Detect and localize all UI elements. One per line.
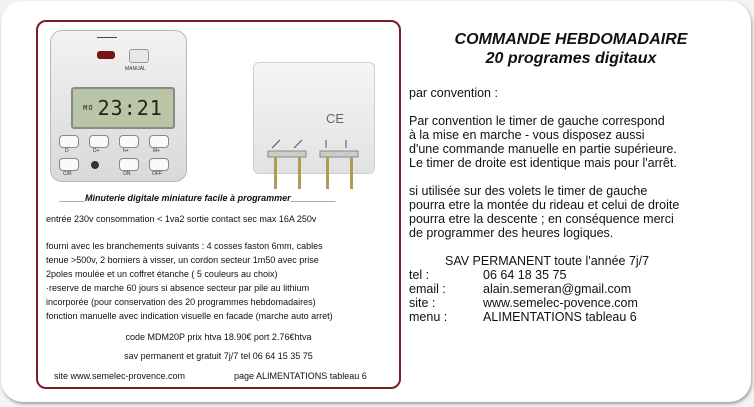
device-button [149,158,169,171]
heading-line-1: COMMANDE HEBDOMADAIRE [454,31,688,48]
manual-label: MANUAL [125,66,146,72]
caption-line: fourni avec les branchements suivants : 4 cosses faston 6mm, cables [46,241,323,251]
caption-title: _____Minuterie digitale miniature facile à programmer_________ [60,193,336,203]
description-panel [409,30,721,324]
product-code: code MDM20P prix htva 18.90€ port 2.76€htva [125,332,312,342]
device-button [149,135,169,148]
paragraph-line: Par convention le timer de gauche correspond [409,114,665,128]
caption-site: site www.semelec-provence.com [54,371,186,381]
caption-line: ·reserve de marche 60 jours si absence secteur par pile au lithium [46,283,310,293]
manual-button [129,49,149,63]
status-led [97,51,115,59]
product-caption [38,192,399,387]
device-button-label: C/R [63,171,72,177]
reset-knob-icon [91,161,99,169]
contact-row [409,282,721,296]
heading-line-2: 20 programes digitaux [485,50,657,67]
device-button [59,158,79,171]
paragraph-line: d'une commande manuelle en partie supérieure. [409,142,677,156]
contact-key: site : [409,296,436,310]
lcd-display [71,87,175,129]
paragraph-line: pourra etre la montée du rideau et celui de droite [409,198,680,212]
device-button [89,135,109,148]
device-button-label: OFF [152,171,162,177]
device-button [59,135,79,148]
device-button [119,158,139,171]
faston-terminal [326,157,329,189]
caption-line: fonction manuelle avec indication visuelle en facade (marche auto arret) [46,311,333,321]
faston-terminal [274,157,277,189]
lcd-small-text: MO [83,104,94,112]
timer-left-device [50,30,187,182]
caption-line: entrée 230v consommation < 1va2 sortie contact sec max 16A 250v [46,214,317,224]
caption-line: incorporée (pour conservation des 20 programmes hebdomadaires) [46,297,316,307]
device-button-label: D [65,148,69,154]
device-button-label: M+ [153,148,161,154]
paragraph-line: à la mise en marche - vous disposez aussi [409,128,645,142]
description-text [409,86,721,324]
device-button-label: ON [123,171,131,177]
timer-right-device [253,62,375,174]
caption-line: tenue >500v, 2 borniers à visser, un cordon secteur 1m50 avec prise [46,255,319,265]
faston-terminal [298,157,301,189]
caption-sav: sav permanent et gratuit 7j/7 tel 06 64 15 35 75 [124,351,313,361]
faston-terminal [350,157,353,189]
paragraph-line: pourra etre la descente ; en conséquence merci [409,212,674,226]
contact-row [409,296,721,310]
product-photo [36,20,401,389]
device-button [119,135,139,148]
device-button-label: D+ [93,148,100,154]
terminal-diagram-icon [254,63,374,173]
contact-menu: ALIMENTATIONS tableau 6 [483,310,637,324]
lcd-time: 23:21 [97,96,163,120]
contact-key: menu : [409,310,448,324]
contact-key: email : [409,282,446,296]
contact-key: tel : [409,268,430,282]
info-card [1,1,751,402]
contact-phone: 06 64 18 35 75 [483,268,567,282]
sav-line: SAV PERMANENT toute l'année 7j/7 [445,254,650,268]
paragraph-line: Le timer de droite est identique mais pour l'arrêt. [409,156,677,170]
paragraph-line: de programmer des heures logiques. [409,226,614,240]
contact-row [409,268,721,282]
contact-site: www.semelec-povence.com [483,296,638,310]
intro-text: par convention : [409,86,498,100]
paragraph-line: si utilisée sur des volets le timer de gauche [409,184,648,198]
device-button-label: h+ [123,148,129,154]
caption-page: page ALIMENTATIONS tableau 6 [234,371,367,381]
caption-line: 2poles moulée et un coffret étanche ( 5 couleurs au choix) [46,269,278,279]
ce-mark: CE [326,111,345,126]
contact-row [409,310,721,324]
contact-email: alain.semeran@gmail.com [483,282,632,296]
switch-symbol-icon [97,37,117,46]
